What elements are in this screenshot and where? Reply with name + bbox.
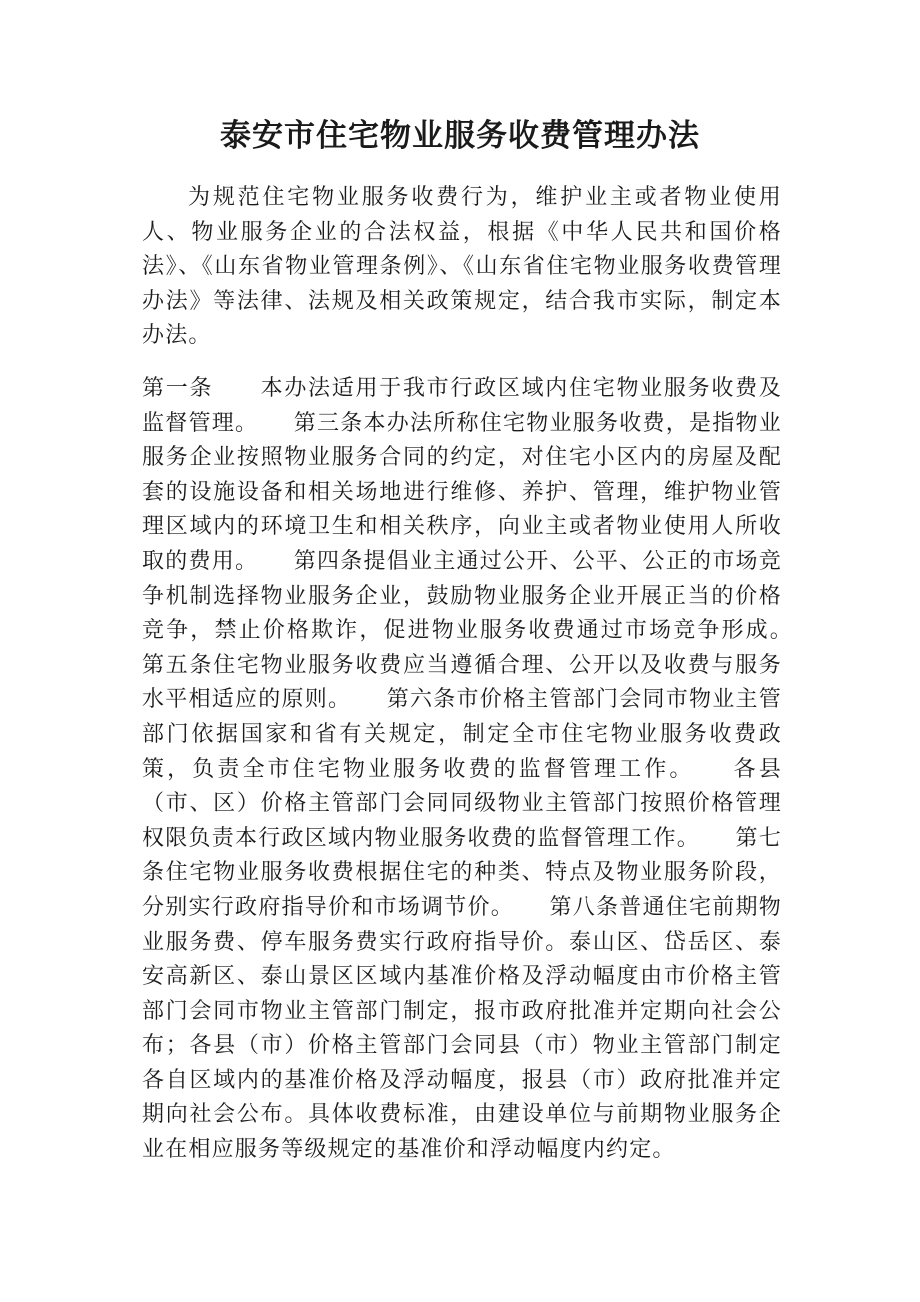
intro-paragraph: 为规范住宅物业服务收费行为，维护业主或者物业使用人、物业服务企业的合法权益，根据《中华人民共和国价格法》、《山东省物业管理条例》、《山东省住宅物业服务收费管理办法》等法律、法规及相关政策规定，结合我市实际，制定本办法。 bbox=[142, 185, 782, 349]
document-title: 泰安市住宅物业服务收费管理办法 bbox=[220, 118, 700, 154]
articles-paragraph: 第一条 本办法适用于我市行政区域内住宅物业服务收费及监督管理。 第三条本办法所称住宅物业服务收费，是指物业服务企业按照物业服务合同的约定，对住宅小区内的房屋及配套的设施设备和相关场地进行维修、养护、管理，维护物业管理区域内的环境卫生和相关秩序，向业主或者物业使用人所收取的费用。 第四条提倡业主通过公开、公平、公正的市场竞争机制选择物业服务企业，鼓励物业服务企业开展正当的价格竞争，禁止价格欺诈，促进物业服务收费通过市场竞争形成。 第五条住宅物业服务收费应当遵循合理、公开以及收费与服务水平相适应的原则。 第六条市价格主管部门会同市物业主管部门依据国家和省有关规定，制定全市住宅物业服务收费政策，负责全市住宅物业服务收费的监督管理工作。 各县（市、区）价格主管部门会同同级物业主管部门按照价格管理权限负责本行政区域内物业服务收费的监督管理工作。 第七条住宅物业服务收费根据住宅的种类、特点及物业服务阶段，分别实行政府指导价和市场调节价。 第八条普通住宅前期物业服务费、停车服务费实行政府指导价。泰山区、岱岳区、泰安高新区、泰山景区区域内基准价格及浮动幅度由市价格主管部门会同市物业主管部门制定，报市政府批准并定期向社会公布；各县（市）价格主管部门会同县（市）物业主管部门制定各自区域内的基准价格及浮动幅度，报县（市）政府批准并定期向社会公布。具体收费标准，由建设单位与前期物业服务企业在相应服务等级规定的基准价和浮动幅度内约定。 bbox=[142, 376, 829, 1163]
